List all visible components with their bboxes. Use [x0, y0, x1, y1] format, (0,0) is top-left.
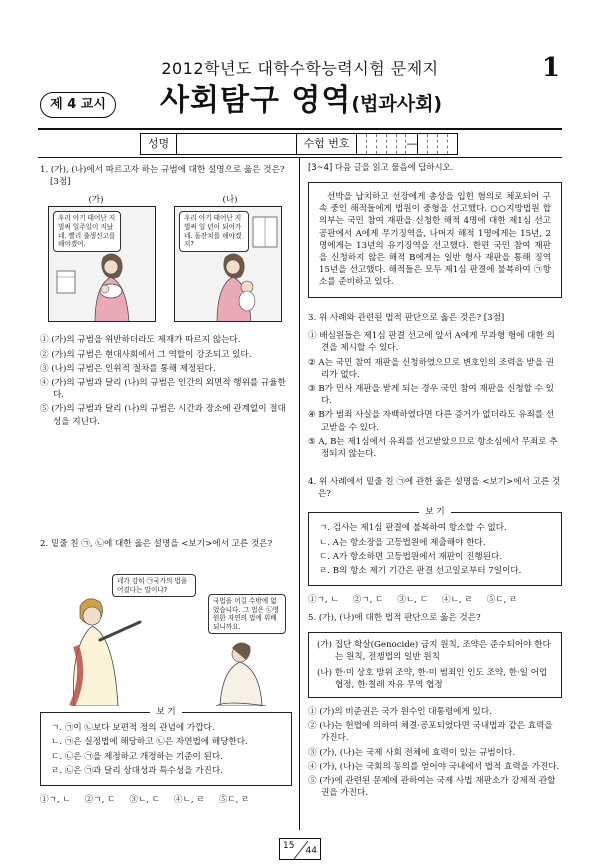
- q4-bogi-item: ㄴ. A는 항소장을 고등법원에 제출해야 한다.: [319, 537, 486, 548]
- exam-title: 2012학년도 대학수학능력시험 문제지: [161, 59, 439, 78]
- q5-option-1[interactable]: ① (가)의 비준권은 국가 원수인 대통령에게 있다.: [308, 707, 492, 718]
- mother-toddler-illustration: [175, 207, 282, 322]
- subject-sub: (법과사회): [351, 93, 443, 115]
- q5-box: [308, 632, 562, 698]
- q3-option-3[interactable]: ③ B가 민사 재판을 받게 되는 경우 국민 참여 재판을 신청할 수 있다.: [308, 384, 555, 407]
- q2-bogi-item: ㄱ. ㉠이 ㉡보다 보편적 정의 관념에 가깝다.: [51, 723, 215, 734]
- q1-stem: 1. (가), (나)에서 따르고자 하는 규범에 대한 설명으로 옳은 것은? [3점]: [40, 165, 285, 188]
- page-counter: [279, 838, 321, 860]
- q5-option-4[interactable]: ④ (가), (나)는 국회의 동의를 얻어야 국내에서 법적 효력을 가진다.: [308, 761, 560, 772]
- q4-answer-1[interactable]: ①ㄱ, ㄴ: [308, 595, 339, 606]
- q2-answer-1[interactable]: ①ㄱ, ㄴ: [40, 795, 71, 806]
- column-divider: [299, 158, 300, 830]
- q2-bogi-item: ㄴ. ㉠은 실정법에 해당하고 ㉡은 자연법에 해당한다.: [51, 737, 248, 748]
- q4-bogi-item: ㄹ. B의 항소 제기 기간은 판결 선고일로부터 7일이다.: [319, 566, 522, 577]
- q5-box-a: (가) 집단 학살(Genocide) 금지 원칙, 조약은 준수되어야 한다는 원칙, 전쟁법의 일반 원칙: [317, 640, 551, 663]
- question-5: [308, 612, 562, 801]
- q5-box-b: (나) 한·미 상호 방위 조약, 한·미 범죄인 인도 조약, 한·일 어업 협정, 한·칠레 자유 무역 협정: [317, 667, 548, 690]
- subject-title: [160, 80, 442, 123]
- name-field[interactable]: [177, 134, 297, 154]
- q2-bogi-item: ㄹ. ㉡은 ㉠과 달리 상대성과 특수성을 가진다.: [51, 765, 223, 776]
- q1-option-2[interactable]: ② (가)의 규범은 현대사회에서 그 역할이 강조되고 있다.: [40, 349, 252, 360]
- question-1: [40, 164, 292, 430]
- footer-total: 44: [305, 846, 317, 857]
- mother-baby-illustration: [49, 207, 156, 322]
- comic-panel-a: [48, 206, 156, 322]
- question-3: [308, 312, 562, 462]
- q3-option-1[interactable]: ① 배심원들은 제1심 판결 선고에 앞서 A에게 무과형 형에 대한 의견을 제시할 수 있다.: [308, 331, 555, 354]
- q2-answer-2[interactable]: ②ㄱ, ㄷ: [84, 795, 116, 806]
- panel-b-label: (나): [222, 195, 238, 206]
- q4-bogi-item: ㄱ. 검사는 제1심 판결에 불복하여 항소할 수 없다.: [319, 523, 507, 534]
- passage-box: 선박을 납치하고 선장에게 총상을 입힌 혐의로 체포되어 구속 중인 해적들에게 법원이 중형을 선고했다. ○○지방법원 합의부는 국민 참여 재판을 신청한 해적 4명에 대한 제1심 선고 공판에서 A에게 무기징역을, 나머지 해적 1명에게는 15년, 2명에게는 13년의 유기징역을 선고했다. 한편 국민 참여 재판을 신청하지 않은 해적 B에게는 일반 형사 재판을 통해 징역 15년을 선고했다. 해적들은 모두 제1심 판결에 불복하여 ㉠항소를 준비하고 있다.: [308, 182, 562, 298]
- q4-bogi-title: 보 기: [419, 507, 450, 517]
- exam-number-dash: —: [406, 134, 418, 154]
- exam-number-field[interactable]: [357, 134, 457, 154]
- q4-stem: 4. 위 사례에서 밑줄 친 ㉠에 관한 옳은 설명을 <보기>에서 고른 것은?: [308, 477, 561, 500]
- passage-section: [308, 162, 562, 298]
- q3-option-2[interactable]: ② A는 국민 참여 재판을 신청하였으므로 변호인의 조력을 받을 권리가 없다.: [308, 357, 555, 380]
- q3-option-4[interactable]: ④ B가 범죄 사실을 자백하였다면 다른 증거가 없더라도 유죄를 선고받을 수 있다.: [308, 410, 555, 433]
- q4-answer-choices: [308, 594, 562, 606]
- bubble-a: 우리 아기 태어난 지 벌써 일주일이 지났네. 빨리 출생신고를 해야겠어.: [53, 211, 121, 251]
- q1-option-1[interactable]: ① (가)의 규범을 위반하더라도 제재가 따르지 않는다.: [40, 335, 241, 346]
- comic-panel-b: [174, 206, 282, 322]
- q5-stem: 5. (가), (나)에 대한 법적 판단으로 옳은 것은?: [308, 613, 481, 623]
- q3-option-5[interactable]: ⑤ A, B는 제1심에서 유죄를 선고받았으므로 항소심에서 무죄로 추정되지 않는다.: [308, 436, 558, 460]
- candidate-info-box: [140, 133, 458, 155]
- footer-page: 15: [283, 841, 295, 851]
- q4-bogi-box: [308, 507, 562, 586]
- q4-answer-2[interactable]: ②ㄱ, ㄷ: [352, 595, 384, 606]
- q2-illustration: [40, 556, 292, 706]
- content-top-divider: [38, 157, 562, 158]
- q1-comics: [40, 194, 292, 324]
- page-number: 1: [541, 53, 560, 83]
- q2-answer-3[interactable]: ③ㄴ, ㄷ: [129, 795, 161, 806]
- question-4: [308, 476, 562, 606]
- q4-answer-3[interactable]: ③ㄴ, ㄷ: [397, 595, 429, 606]
- q1-option-3[interactable]: ③ (나)의 규범은 인위적 절차를 통해 제정된다.: [40, 363, 216, 374]
- period-badge: 제 4 교시: [40, 92, 116, 118]
- creon-antigone-illustration: [40, 556, 292, 706]
- title-divider: [38, 128, 562, 130]
- q2-answer-5[interactable]: ⑤ㄷ, ㄹ: [218, 795, 250, 806]
- q2-answer-choices: [40, 794, 292, 806]
- passage-intro: [3~4] 다음 글을 읽고 물음에 답하시오.: [308, 162, 454, 172]
- bubble-woman: 국법을 어길 수밖에 없었습니다. 그 법은 ㉡영원한 자연의 법에 위배되니까요.: [208, 594, 286, 634]
- q1-option-5[interactable]: ⑤ (가)의 규범과 달리 (나)의 규범은 시간과 장소에 관계없이 절대성을 지닌다.: [40, 404, 286, 427]
- q4-answer-5[interactable]: ⑤ㄷ, ㄹ: [486, 595, 518, 606]
- bubble-b: 우리 아기 태어난 지 벌써 일 년이 되어가네. 돌잔치를 해야겠지?: [179, 211, 249, 251]
- q3-stem: 3. 위 사례와 관련된 법적 판단으로 옳은 것은? [3점]: [308, 313, 505, 323]
- panel-a-label: (가): [88, 195, 104, 206]
- q2-bogi-item: ㄷ. ㉡은 ㉠을 제정하고 개정하는 기준이 된다.: [51, 751, 223, 762]
- q4-answer-4[interactable]: ④ㄴ, ㄹ: [442, 595, 473, 606]
- q2-bogi-title: 보 기: [150, 707, 181, 717]
- q5-option-3[interactable]: ③ (가), (나)는 국제 사회 전체에 효력이 있는 규범이다.: [308, 747, 516, 758]
- q2-bogi-box: [40, 707, 292, 786]
- q5-option-5[interactable]: ⑤ (가)에 관련된 문제에 관하여는 국제 사법 재판소가 강제적 관할권을 가진다.: [308, 776, 556, 799]
- q1-option-4[interactable]: ④ (가)의 규범과 달리 (나)의 규범은 인간의 외면적 행위를 규율한다.: [40, 378, 286, 401]
- q5-option-2[interactable]: ② (나)는 헌법에 의하여 체결·공포되었다면 국내법과 같은 효력을 가진다.: [308, 721, 553, 744]
- bubble-man: 네가 감히 ㉠국가의 법을 어겼다는 말이냐?: [112, 574, 196, 597]
- q2-stem: 2. 밑줄 친 ㉠, ㉡에 대한 옳은 설명을 <보기>에서 고른 것은?: [40, 539, 273, 549]
- q4-bogi-item: ㄷ. A가 항소하면 고등법원에서 재판이 진행된다.: [319, 551, 503, 562]
- question-2: [40, 538, 292, 806]
- name-label: 성명: [141, 134, 177, 154]
- q2-answer-4[interactable]: ④ㄴ, ㄹ: [174, 795, 205, 806]
- subject-main: 사회탐구 영역: [160, 83, 352, 118]
- exam-number-label: 수험 번호: [297, 134, 357, 154]
